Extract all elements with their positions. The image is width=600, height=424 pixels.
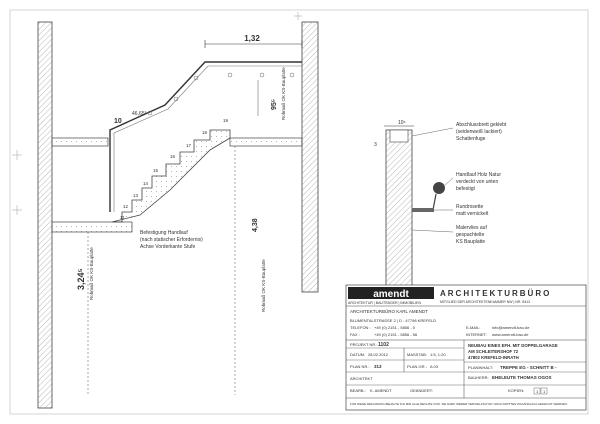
label-handrail-height: Rohmaß OK KS-Bauplatte (281, 67, 286, 120)
dim-handrail-height: 95⁵ (271, 98, 278, 110)
plan-label: PLAN NR.: (350, 364, 370, 369)
handrail-profile (433, 182, 445, 194)
title-block (346, 285, 586, 410)
editor-label: BEARB.: (350, 388, 366, 393)
right-wall (302, 22, 318, 292)
changed-label: GEÄNDERT: (410, 388, 433, 393)
phone: +49 (0) 2151 - 5856 - 0 (374, 325, 416, 330)
detail-note-2 (456, 172, 501, 192)
content-label: PLANINHALT: (468, 365, 494, 370)
phone-label: TELEFON : (350, 325, 371, 330)
dim-stair-run: 4,38 (252, 218, 259, 232)
client: EHELEUTE THOMAS OGOS (492, 375, 552, 380)
footer-note: FÜR DIESE ZEICHNUNG BEHALTE ICH MIR ALLE RECHTE VOR. SIE DARF WEDER VERVIELFÄLTIGT NOCH DRITTEN ZUGÄNGLICH GEMACHT WERDEN. (350, 402, 568, 406)
svg-text:Schattenfuge: Schattenfuge (456, 136, 486, 142)
office-name: ARCHITEKTURBÜRO KARL AMENDT (350, 309, 428, 314)
svg-text:Malervlies auf: Malervlies auf (456, 225, 487, 231)
project-title-1: NEUBAU EINES EFH. MIT DOPPELGARAGE (468, 343, 558, 348)
dim-angle: 46,65° (132, 111, 147, 117)
client-label: BAUHERR: (468, 375, 489, 380)
office-subtitle: MITGLIED DER ARCHITEKTENKAMMER NW | NR. 8412 (440, 300, 531, 304)
upper-slab-left (52, 138, 108, 146)
dim-offset: 10 (114, 118, 122, 125)
date-label: DATUM: (350, 352, 366, 357)
internet: www.amendt-bau.de (492, 332, 529, 337)
format-label: PLAN GR.: (407, 364, 427, 369)
office-title: ARCHITEKTURBÜRO (440, 289, 552, 298)
copies-label: KOPIEN: (508, 388, 525, 393)
handrail-note (140, 230, 203, 250)
svg-text:matt vernickelt: matt vernickelt (456, 211, 489, 217)
content: TREPPE EG - SCHNITT B - (500, 365, 557, 370)
svg-text:verdeckt von unten: verdeckt von unten (456, 179, 499, 185)
plan-no: 313 (374, 364, 382, 369)
fax-label: FAX : (350, 332, 360, 337)
dim-lower-height: 3,24⁵ (76, 268, 86, 290)
scale-label: MASSTAB: (407, 352, 427, 357)
step-number: 16 (170, 154, 176, 159)
stair-section (38, 22, 318, 408)
project-title-2: AM SCHLEITERSHOF 72 (468, 349, 519, 354)
internet-label: INTERNET: (466, 332, 487, 337)
svg-text:amendt: amendt (373, 289, 409, 300)
scale: 1:5, 1:20 (430, 352, 446, 357)
email-label: E-MAIL: (466, 325, 481, 330)
format: A 03 (430, 364, 439, 369)
svg-text:Achse Vorderkante Stufe: Achse Vorderkante Stufe (140, 244, 196, 250)
step-number: 12 (123, 204, 129, 209)
step-number: 19 (223, 118, 229, 123)
label-stair-run: Rohmaß OK KS-Bauplatte (261, 259, 266, 312)
svg-text:Handlauf Holz Natur: Handlauf Holz Natur (456, 172, 502, 178)
detail-note-1 (456, 122, 507, 142)
dim-width: 1,32 (244, 34, 260, 43)
detail-dim-side: 3 (374, 142, 377, 148)
step-number: 11 (120, 215, 125, 220)
handrail-detail (374, 120, 507, 300)
svg-text:Abschlussbrett geklebt: Abschlussbrett geklebt (456, 122, 507, 128)
svg-text:Befestigung Handlauf: Befestigung Handlauf (140, 230, 188, 236)
step-number: 14 (143, 181, 149, 186)
address: BLUMENTALSTRASSE 2 | D - 47798 KREFELD (350, 318, 437, 323)
email: info@amendt-bau.de (492, 325, 530, 330)
office-tagline: ARCHITEKTUR | BAUTRÄGER | IMMOBILIEN (348, 301, 421, 305)
copy-mark: 1 (536, 389, 539, 394)
svg-text:Rundrosette: Rundrosette (456, 204, 484, 210)
architect-label: ARCHITEKT (350, 376, 373, 381)
editor: K. AMENDT (370, 388, 392, 393)
fax: +49 (0) 2151 - 5856 - 56 (374, 332, 418, 337)
step-number: 13 (133, 193, 139, 198)
detail-wall (386, 130, 412, 300)
svg-text:(nach statischer Erfordernis): (nach statischer Erfordernis) (140, 237, 203, 243)
upper-slab-right (230, 138, 302, 146)
project-no: 1102 (378, 342, 389, 348)
svg-text:(seidenweiß lackiert): (seidenweiß lackiert) (456, 129, 502, 135)
svg-text:KS Bauplatte: KS Bauplatte (456, 239, 486, 245)
step-number: 17 (186, 143, 192, 148)
project-title-3: 47802 KREFELD-INRATH (468, 355, 519, 360)
svg-text:befestigt: befestigt (456, 186, 475, 192)
label-lower-height: Rohmaß OK KS-Bauplatte (89, 247, 94, 300)
step-number: 15 (153, 168, 159, 173)
detail-note-3 (456, 204, 489, 217)
ground-slab (52, 222, 132, 232)
svg-text:gespachtelte: gespachtelte (456, 232, 485, 238)
handrail (110, 62, 302, 212)
project-label: PROJEKT NR.: (350, 342, 378, 347)
date: 28.02.2012 (368, 352, 389, 357)
left-wall (38, 22, 52, 408)
stair-flight (112, 130, 230, 222)
copy-mark: 1 (543, 389, 546, 394)
step-number: 18 (202, 130, 208, 135)
detail-dim-top: 10⁵ (398, 120, 406, 126)
detail-note-4 (456, 225, 487, 245)
